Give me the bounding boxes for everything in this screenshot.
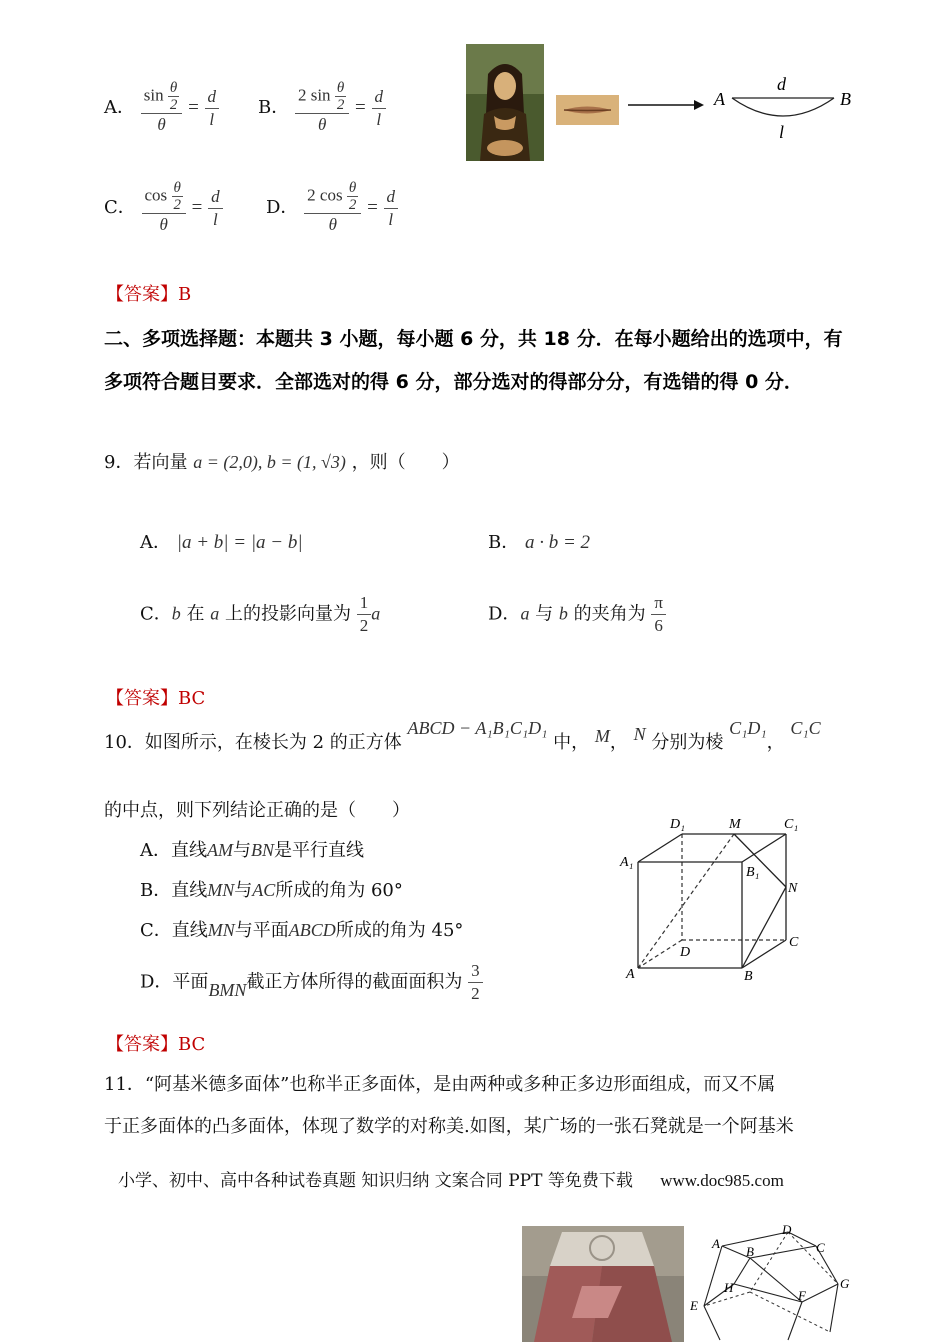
fraction: $\frac{d}{l}$: [384, 186, 399, 231]
q10-option-d: D．平面BMN截正方体所得的截面面积为 $\frac{3}{2}$: [140, 960, 483, 1005]
section-heading: 二、多项选择题：本题共 3 小题，每小题 6 分，共 18 分．在每小题给出的选项中，有多项符合题目要求．全部选对的得 6 分，部分选对的得部分分，有选错的得 0 分．: [104, 328, 843, 393]
mona-lisa-image: [466, 44, 544, 161]
label-a: A: [626, 967, 635, 982]
polyhedron-diagram: [690, 1222, 860, 1342]
label-f: F: [798, 1288, 806, 1303]
q9-option-d: D．a 与 b 的夹角为 $\frac{\pi}{6}$: [488, 592, 666, 637]
cube-diagram: [612, 812, 812, 984]
footer-text: [118, 1166, 784, 1191]
option-label: B．: [258, 97, 290, 118]
q11-line2: 于正多面体的凸多面体，体现了数学的对称美.如图，某广场的一张石凳就是一个阿基米: [104, 1116, 794, 1137]
q9-option-a: A． |a + b| = |a − b|: [140, 532, 303, 553]
fraction: 2 cos $\frac{\theta}{2}$ θ: [304, 180, 361, 236]
q9-answer: 【答案】BC: [106, 688, 206, 709]
fraction: 2 sin $\frac{\theta}{2}$ θ: [295, 80, 349, 136]
q8-option-a: A． sin $\frac{\theta}{2}$ θ = $\frac{d}{l}$: [104, 80, 219, 136]
fraction: $\frac{d}{l}$: [208, 186, 223, 231]
label-d: d: [777, 74, 786, 94]
label-c: C: [816, 1240, 825, 1255]
lips-closeup-image: [556, 95, 619, 125]
fraction: $\frac{d}{l}$: [205, 86, 220, 131]
q10-stem-line1: 10．如图所示，在棱长为 2 的正方体 ABCD − A₁B₁C₁D₁ 中， M， N 分别为棱 C₁D₁， C₁C: [104, 718, 821, 753]
q9-vectors: a = (2,0), b = (1, √3): [193, 452, 346, 472]
label-m: M: [729, 817, 741, 832]
fraction: $\frac{3}{2}$: [468, 960, 483, 1005]
footer-url[interactable]: www.doc985.com: [660, 1171, 784, 1190]
label-b: B: [840, 89, 851, 109]
fraction: $\frac{1}{2}$: [357, 592, 372, 637]
option-label: C．: [104, 197, 136, 218]
label-a: A: [712, 1236, 720, 1251]
q10-option-b: B．直线MN与AC所成的角为 60°: [140, 880, 403, 901]
label-a: A: [714, 89, 725, 109]
arc-chord-diagram: [622, 70, 862, 145]
fraction: sin $\frac{\theta}{2}$ θ: [141, 80, 183, 136]
arc-curve: [732, 98, 834, 116]
q9-number: 9．若向量: [104, 452, 188, 473]
label-e: E: [690, 1298, 698, 1313]
fraction: $\frac{d}{l}$: [372, 86, 387, 131]
label-a1: A₁: [620, 855, 634, 870]
q10-option-a: A．直线AM与BN是平行直线: [140, 840, 365, 861]
label-b1: B₁: [746, 865, 760, 880]
label-d1: D₁: [670, 817, 685, 832]
label-c1: C₁: [784, 817, 799, 832]
q8-option-c: C． cos $\frac{\theta}{2}$ θ = $\frac{d}{l}$: [104, 180, 223, 236]
q10-option-c: C．直线MN与平面ABCD所成的角为 45°: [140, 920, 464, 941]
label-b: B: [744, 969, 753, 984]
label-d: D: [680, 945, 691, 960]
label-c: C: [789, 935, 799, 950]
label-g: G: [840, 1276, 850, 1291]
label-h: H: [724, 1280, 734, 1295]
q11-line1: 11．“阿基米德多面体”也称半正多面体，是由两种或多种正多边形面组成，而又不属: [104, 1074, 776, 1095]
label-l: l: [779, 122, 785, 142]
fraction: cos $\frac{\theta}{2}$ θ: [142, 180, 186, 236]
q9-option-c: C．b 在 a 上的投影向量为 $\frac{1}{2}$ a: [140, 593, 381, 635]
label-d: D: [782, 1222, 792, 1237]
fraction: $\frac{\pi}{6}$: [651, 592, 666, 637]
q9-option-b: B． a · b = 2: [488, 532, 591, 553]
q8-answer: 【答案】B: [106, 284, 192, 305]
stone-bench-image: [522, 1226, 684, 1342]
arrow-head: [694, 100, 704, 110]
footer-description: 小学、初中、高中各种试卷真题 知识归纳 文案合同 PPT 等免费下载: [118, 1171, 633, 1191]
q8-option-b: B． 2 sin $\frac{\theta}{2}$ θ = $\frac{d}{l}$: [258, 80, 386, 136]
label-b: B: [746, 1244, 754, 1259]
q8-option-d: D． 2 cos $\frac{\theta}{2}$ θ = $\frac{d}{l}$: [266, 180, 398, 236]
label-n: N: [788, 881, 798, 896]
q10-stem-line2: 的中点，则下列结论正确的是（ ）: [104, 800, 410, 821]
q9-stem: [104, 448, 460, 474]
q9-tail: ，则（ ）: [351, 452, 460, 473]
option-label: D．: [266, 197, 299, 218]
option-label: A．: [104, 97, 135, 118]
q10-answer: 【答案】BC: [106, 1034, 206, 1055]
